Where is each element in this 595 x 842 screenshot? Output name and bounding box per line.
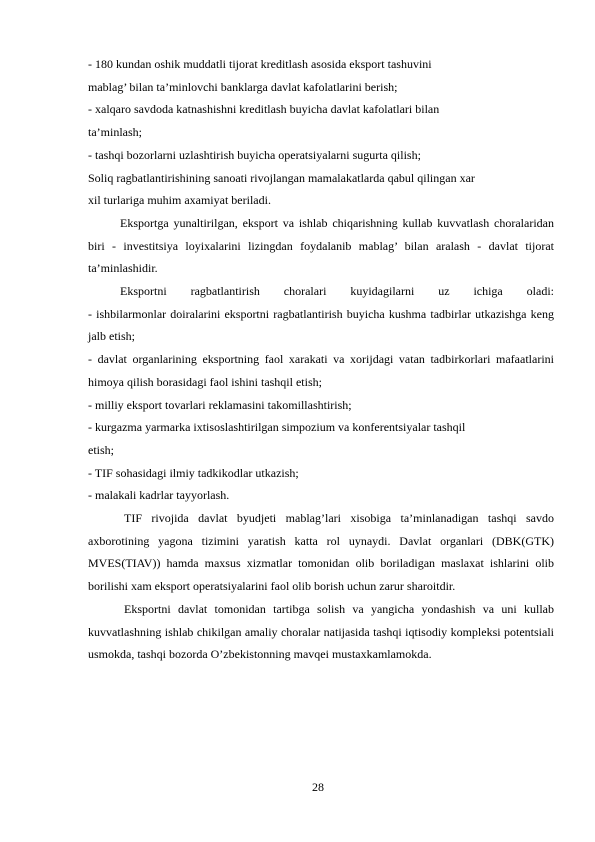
text-line: ta’minlash;	[88, 125, 142, 140]
text-line: xil turlariga muhim axamiyat beriladi.	[88, 193, 271, 208]
page-number: 28	[312, 780, 324, 794]
list-item: - davlat organlarining eksportning faol xarakati va xorijdagi vatan tadbirkorlari mafaatlarini himoya qilish borasidagi faol ishini tashqil etish;	[88, 352, 554, 389]
list-item: - kurgazma yarmarka ixtisoslashtirilgan simpozium va konferentsiyalar tashqil	[88, 420, 466, 435]
list-item: - TIF sohasidagi ilmiy tadkikodlar utkazish;	[88, 465, 299, 480]
text-line: Soliq ragbatlantirishining sanoati rivojlangan mamalakatlarda qabul qilingan xar	[88, 170, 475, 185]
list-item: - ishbilarmonlar doiralarini eksportni ragbatlantirish buyicha kushma tadbirlar utkazishga keng jalb etish;	[88, 306, 554, 344]
text-line: mablag’ bilan ta’minlovchi banklarga davlat kafolatlarini berish;	[88, 79, 398, 94]
paragraph-measures-intro: Eksportni ragbatlantirish choralari kuyidagilarni uz ichiga oladi:	[120, 284, 554, 299]
list-item: - milliy eksport tovarlari reklamasini takomillashtirish;	[88, 397, 352, 412]
text-line: - tashqi bozorlarni uzlashtirish buyicha operatsiyalarni sugurta qilish;	[88, 147, 421, 162]
document-body	[88, 53, 554, 666]
paragraph-tif: TIF rivojida davlat byudjeti mablag’lari xisobiga ta’minlanadigan tashqi savdo axborotining yagona tizimini yaratish katta rol uynaydi. Davlat organlari (DBK(GTK) MVES(TIAV)) hamda maxsus xizmatlar tomonidan olib boriladigan maslaxat ishlarini olib borilishi xam eksport operatsiyalarini faol olib borish uchun zarur sharoitdir.	[88, 511, 554, 594]
list-item: etish;	[88, 442, 114, 457]
paragraph-state-support: Eksportni davlat tomonidan tartibga solish va yangicha yondashish va uni kullab kuvvatlashning ishlab chikilgan amaliy choralar natijasida tashqi iqtisodiy kompleksi potentsiali usmokda, tashqi bozorda O’zbekistonning mavqei mustaxkamlamokda.	[88, 601, 554, 662]
paragraph-export-measures: Eksportga yunaltirilgan, eksport va ishlab chiqarishning kullab kuvvatlash choralaridan biri - investitsiya loyixalarini lizingdan foydalanib mablag’ bilan aralash - davlat tijorat ta’minlashidir.	[88, 215, 554, 276]
text-line: - 180 kundan oshik muddatli tijorat kreditlash asosida eksport tashuvini	[88, 57, 432, 71]
text-line: - xalqaro savdoda katnashishni kreditlash buyicha davlat kafolatlari bilan	[88, 102, 440, 117]
list-item: - malakali kadrlar tayyorlash.	[88, 488, 230, 503]
